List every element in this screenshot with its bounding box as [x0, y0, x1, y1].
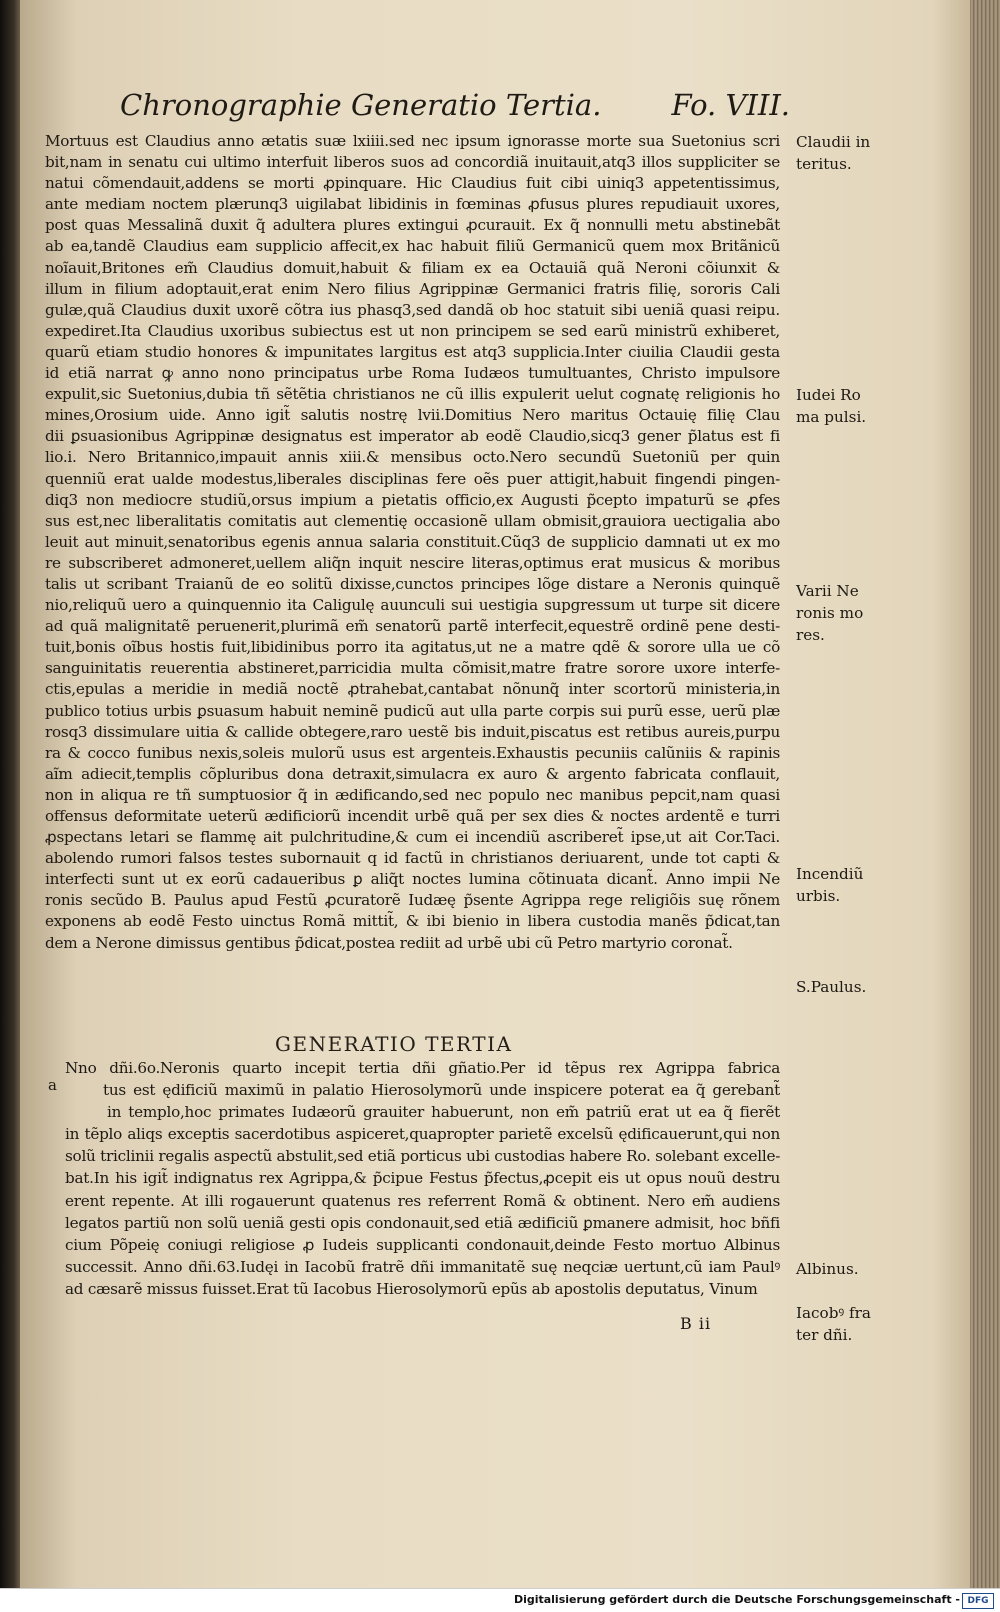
text-line: erent repente. At illi rogauerunt quatenus res referrent Romã & obtinent. Nero em̃ audiens: [65, 1191, 780, 1210]
text-line: ab ea,tandẽ Claudius eam supplicio affecit,ex hac habuit filiũ Germanicũ quem mox Britãnicũ: [45, 237, 780, 256]
text-line: exponens ab eodẽ Festo uinctus Romã mittit̃, & ibi bienio in libera custodia manẽs p̃dicat,tan: [45, 912, 780, 931]
dfg-logo: DFG: [962, 1593, 994, 1609]
text-line: talis ut scribant Traianũ de eo solitũ dixisse,cunctos principes lõge distare a Neronis quinquẽ: [45, 574, 780, 593]
sidenote-line: Iacobꝰ fra: [796, 1304, 871, 1322]
book-spine: [0, 0, 20, 1588]
running-title: Chronographie Generatio Tertia.: [120, 88, 602, 122]
text-line: rosq3 dissimulare uitia & callide obtegere,raro uestẽ bis induit,piscatus est retibus aureis,purpu: [45, 722, 780, 741]
footer-bar: [0, 1588, 1000, 1612]
text-line: natui cõmendauit,addens se morti ꝓpinquare. Hic Claudius fuit cibi uiniq3 appetentissimus,: [45, 174, 780, 193]
margin-letter-label: a: [48, 1076, 57, 1094]
sidenote-line: teritus.: [796, 155, 852, 173]
sidenote-line: S.Paulus.: [796, 978, 867, 996]
text-line: successit. Anno dñi.63.Iudęi in Iacobũ fratrẽ dñi immanitatẽ suę neqciæ uertunt,cũ iam Paulꝰ: [65, 1257, 780, 1276]
sidenote-line: Iudei Ro: [796, 386, 861, 404]
text-line: expulit,sic Suetonius,dubia tñ sẽtẽtia christianos ne cũ illis expulerit uelut cognatę religionis ho: [45, 385, 780, 404]
sidenote-line: res.: [796, 626, 825, 644]
text-line: bit,nam in senatu cui ultimo interfuit liberos suos ad concordiã inuitauit,atq3 illos suppliciter se: [45, 153, 780, 172]
book-page: [20, 0, 970, 1588]
text-line: interfecti sunt ut ex eorũ cadaueribus ꝑ aliq̃t noctes lumina cõtinuata dicant̃. Anno impii Ne: [45, 870, 780, 889]
text-line: legatos partiũ non solũ ueniã gesti opis condonauit,sed etiã ædificiũ ꝑmanere admisit, hoc bñfi: [65, 1213, 780, 1232]
sidenote-line: urbis.: [796, 887, 841, 905]
text-line: non in aliqua re tñ sumptuosior q̃ in ædificando,sed nec populo nec manibus pepcit,nam quasi: [45, 785, 780, 804]
text-line: sanguinitatis reuerentia abstineret,parricidia multa cõmisit,matre fratre sorore uxore interfe-: [45, 659, 780, 678]
text-line: sus est,nec liberalitatis comitatis aut clementię occasionẽ ullam obmisit,grauiora uectigalia abo: [45, 511, 780, 530]
text-line: aĩm adiecit,templis cõpluribus dona detraxit,simulacra ex auro & argento fabricata conflauit,: [45, 764, 780, 783]
text-line: diq3 non mediocre studiũ,orsus impium a pietatis officio,ex Augusti p̃cepto impaturũ se ꝓfes: [45, 490, 780, 509]
text-line: mines,Orosium uide. Anno igit̃ salutis nostrę lvii.Domitius Nero maritus Octauię filię Clau: [45, 406, 780, 425]
text-line: id etiã narrat ꝙ anno nono principatus urbe Roma Iudæos tumultuantes, Christo impulsore: [45, 364, 780, 383]
signature-mark: B ii: [680, 1314, 712, 1333]
text-line: abolendo rumori falsos testes subornauit q id factũ in christianos deriuarent, unde tot capti &: [45, 849, 780, 868]
text-line: ronis secũdo B. Paulus apud Festũ ꝓcuratorẽ Iudæę p̃sente Agrippa rege religiõis suę rõnem: [45, 891, 780, 910]
text-line: in templo,hoc primates Iudæorũ grauiter habuerunt, non em̃ patriũ erat ut ea q̃ fierẽt: [107, 1103, 780, 1122]
text-line: gulæ,quã Claudius duxit uxorẽ cõtra ius phasq3,sed dandã ob hoc statuit sibi ueniã quasi reipu.: [45, 300, 780, 319]
text-line: lio.i. Nero Britannico,impauit annis xiii.& mensibus octo.Nero secundũ Suetoniũ per quin: [45, 448, 780, 467]
sidenote-line: Varii Ne: [796, 582, 859, 600]
text-line: ra & cocco funibus nexis,soleis mulorũ usus est argenteis.Exhaustis pecuniis calũniis & rapinis: [45, 743, 780, 762]
sidenote-claudii: [796, 131, 916, 175]
text-line: ctis,epulas a meridie in mediã noctẽ ꝓtrahebat,cantabat nõnunq̃ inter scortorũ ministeria,in: [45, 680, 780, 699]
folio-number: Fo. VIII.: [671, 88, 790, 122]
text-line: dem a Nerone dimissus gentibus p̃dicat,postea rediit ad urbẽ ubi cũ Petro martyrio coronat̃.: [45, 933, 733, 952]
text-line: ꝓspectans letari se flammę ait pulchritudine,& cum ei incendiũ ascriberet̃ ipse,ut ait Cor.Taci.: [45, 828, 780, 847]
text-line: publico totius urbis ꝑsuasum habuit neminẽ pudicũ aut ulla parte corpis sui purũ esse, uerũ plæ: [45, 701, 780, 720]
text-line: offensus deformitate ueterũ ædificiorũ incendit urbẽ quã per sex dies & noctes ardentẽ e turri: [45, 807, 780, 825]
section-heading: GENERATIO TERTIA: [275, 1032, 513, 1056]
sidenote-paulus: [796, 976, 916, 998]
sidenote-line: ma pulsi.: [796, 408, 867, 426]
text-line: leuit aut minuit,senatoribus egenis annua salaria constituit.Cũq3 de supplicio damnati ut ex mo: [45, 532, 780, 551]
sidenote-line: ter dñi.: [796, 1326, 853, 1344]
sidenote-incendium: [796, 863, 916, 907]
text-line: illum in filium adoptauit,erat enim Nero filius Agrippinæ Germanici fratris filię, sororis Cali: [45, 279, 780, 298]
sidenote-line: Incendiũ: [796, 865, 864, 883]
text-line: solũ triclinii regalis aspectũ abstulit,sed etiã porticus ubi custodias habere Ro. solebant excelle-: [65, 1147, 780, 1166]
text-line: quenniũ erat ualde modestus,liberales disciplinas fere oẽs puer attigit,habuit fingendi pingen-: [45, 469, 780, 488]
sidenote-line: Albinus.: [796, 1260, 859, 1278]
text-line: Nno dñi.6o.Neronis quarto incepit tertia dñi gñatio.Per id tẽpus rex Agrippa fabrica: [65, 1059, 780, 1077]
text-line: cium Põpeię coniugi religiose ꝓ Iudeis supplicanti condonauit,deinde Festo mortuo Albinus: [65, 1235, 780, 1254]
text-line: in tẽplo aliqs exceptis sacerdotibus aspiceret,quapropter parietẽ excelsũ ędificauerunt,qui non: [65, 1125, 780, 1144]
text-line: dii ꝑsuasionibus Agrippinæ designatus est imperator ab eodẽ Claudio,sicq3 gener p̃latus est fi: [45, 427, 780, 446]
sidenote-iudei: [796, 384, 916, 428]
main-text-block-2: [65, 1058, 780, 1301]
text-line: post quas Messalinã duxit q̃ adultera plures extingui ꝓcurauit. Ex q̃ nonnulli metu abstinebãt: [45, 216, 780, 235]
text-line: tus est ędificiũ maximũ in palatio Hierosolymorũ unde inspicere poterat ea q̃ gerebant̃: [103, 1081, 780, 1100]
sidenote-line: ronis mo: [796, 604, 864, 622]
text-line: Mortuus est Claudius anno ætatis suæ lxiiii.sed nec ipsum ignorasse morte sua Suetonius scri: [45, 132, 780, 150]
text-line: expediret.Ita Claudius uxoribus subiectus est ut non principem se sed earũ ministrũ exhiberet,: [45, 321, 780, 340]
main-text-block-1: [45, 131, 780, 954]
text-line: re subscriberet admoneret,uellem aliq̃n inquit nescire literas,optimus erat musicus & moribus: [45, 553, 780, 572]
text-line: nio,reliquũ uero a quinquennio ita Caligulę auunculi sui uestigia supgressum ut turpe sit dicere: [45, 596, 780, 615]
sidenote-albinus: [796, 1258, 916, 1280]
sidenote-iacobus: [796, 1302, 916, 1346]
text-line: noĩauit,Britones em̃ Claudius domuit,habuit & filiam ex ea Octauiã quã Neroni cõiunxit &: [45, 258, 780, 277]
funding-credit: Digitalisierung gefördert durch die Deutsche Forschungsgemeinschaft -: [513, 1593, 960, 1606]
page-edge: [970, 0, 1000, 1588]
text-line: ad cæsarẽ missus fuisset.Erat tũ Iacobus Hierosolymorũ epũs ab apostolis deputatus, Vinum: [65, 1279, 758, 1298]
text-line: tuit,bonis oĩbus hostis fuit,libidinibus porro ita agitatus,ut ne a matre qdẽ & sorore ulla ue cõ: [45, 638, 780, 657]
text-line: bat.In his igit̃ indignatus rex Agrippa,& p̃cipue Festus p̃fectus,ꝓcepit eis ut opus nouũ destru: [65, 1169, 780, 1188]
text-line: quarũ etiam studio honores & impunitates largitus est atq3 supplicia.Inter ciuilia Claudii gesta: [45, 342, 780, 361]
text-line: ad quã malignitatẽ peruenerit,plurimã em̃ senatorũ partẽ interfecit,equestrẽ ordinẽ pene desti-: [45, 617, 780, 636]
sidenote-line: Claudii in: [796, 133, 871, 151]
sidenote-varii: [796, 580, 916, 646]
text-line: ante mediam noctem plærunq3 uigilabat libidinis in fœminas ꝓfusus plures repudiauit uxores,: [45, 195, 780, 214]
